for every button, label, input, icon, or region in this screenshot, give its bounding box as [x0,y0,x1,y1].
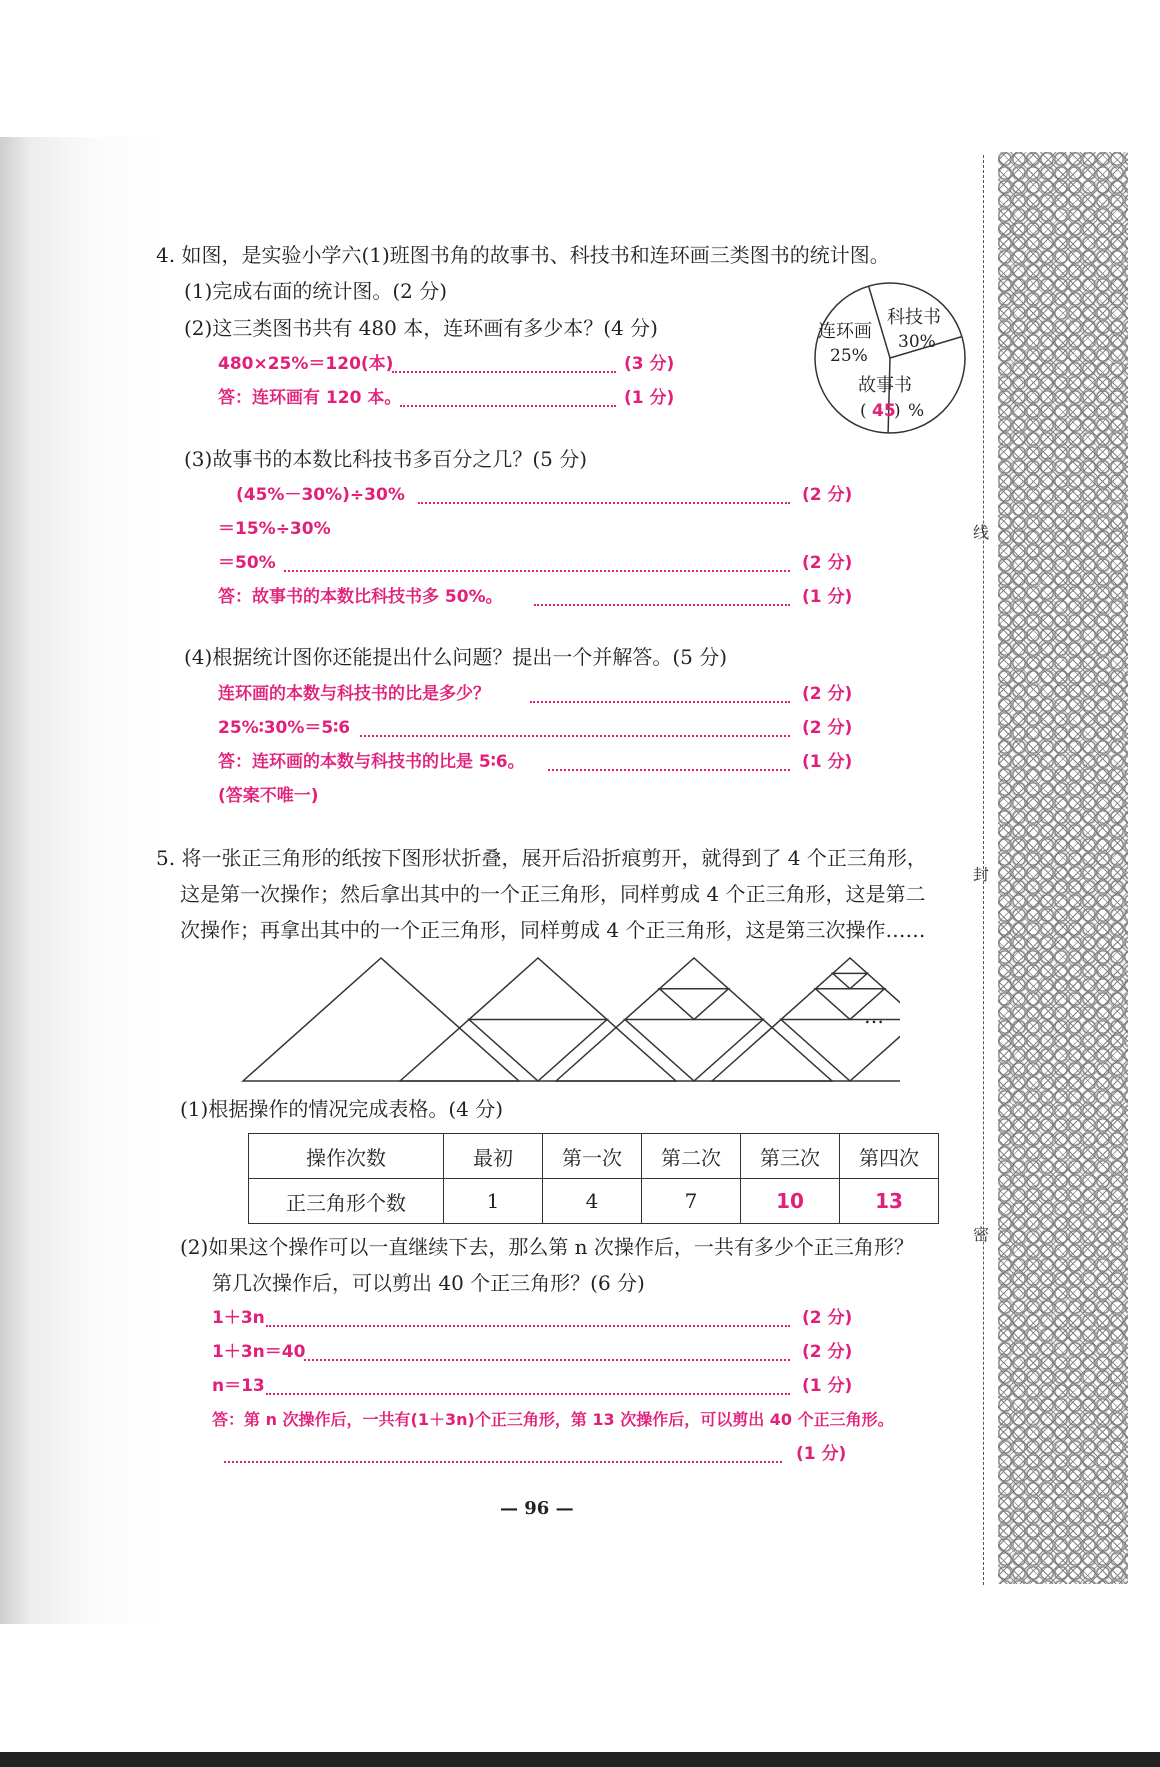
table-cell: 4 [543,1179,642,1224]
operation-table [248,1133,939,1224]
score: (2 分) [802,684,853,704]
score: (2 分) [802,553,853,573]
figures-ellipsis: … [864,1004,884,1028]
q5-text-line1: 5. 将一张正三角形的纸按下图形状折叠，展开后沿折痕剪开，就得到了 4 个正三角形， [156,846,927,870]
q4-p3-answer-4: 答：故事书的本数比科技书多 50%。 [218,587,503,607]
bottom-bar [0,1752,1160,1767]
q4-p4-answer-1: 连环画的本数与科技书的比是多少？ [218,684,490,704]
table-row [249,1179,939,1224]
leader-dots [360,735,790,737]
q4-p3-answer-3: ＝50% [218,553,276,573]
triangle-figures [240,955,900,1085]
table-header-row [249,1134,939,1179]
leader-dots [400,405,616,407]
q4-p3-answer-2: ＝15%÷30% [218,519,331,539]
leader-dots [266,1393,790,1395]
binding-char-xian: 线 [973,523,990,542]
score: (1 分) [802,587,853,607]
table-header: 第三次 [741,1134,840,1179]
q4-p4-note: (答案不唯一) [218,786,319,806]
table-header: 操作次数 [249,1134,444,1179]
q5-answer-1: 1＋3n [212,1308,265,1328]
score: (2 分) [802,718,853,738]
q5-part2-line2: 第几次操作后，可以剪出 40 个正三角形？(6 分) [212,1271,645,1295]
score: (2 分) [802,1308,853,1328]
score: (2 分) [802,1342,853,1362]
q4-p2-answer-1: 480×25%＝120(本) [218,354,394,374]
q5-part1: (1)根据操作的情况完成表格。(4 分) [180,1097,504,1121]
leader-dots [224,1461,782,1463]
leader-dots [266,1325,790,1327]
page-number: — 96 — [500,1498,574,1519]
binding-char-mi: 密 [973,1225,990,1244]
table-header: 第四次 [840,1134,939,1179]
table-cell-answer: 10 [741,1179,840,1224]
decorative-pattern [998,152,1128,1584]
pie-value-lianhuanhua: 25% [830,346,868,366]
score: (2 分) [802,485,853,505]
table-cell: 7 [642,1179,741,1224]
q4-p4-answer-3: 答：连环画的本数与科技书的比是 5∶6。 [218,752,525,772]
q4-part2: (2)这三类图书共有 480 本，连环画有多少本？(4 分) [184,316,658,340]
pie-value-kejishu: 30% [898,332,936,352]
q5-answer-2: 1＋3n＝40 [212,1342,306,1362]
table-header: 第一次 [543,1134,642,1179]
pie-label-gushishu: 故事书 [858,375,912,396]
table-cell-answer: 13 [840,1179,939,1224]
q4-title: 4. 如图，是实验小学六(1)班图书角的故事书、科技书和连环画三类图书的统计图。 [156,243,890,267]
score: (1 分) [624,388,675,408]
pie-answer-gushishu: 45 [872,401,896,421]
leader-dots [534,604,790,606]
leader-dots [392,371,616,373]
table-cell: 1 [444,1179,543,1224]
q5-answer-3: n＝13 [212,1376,265,1396]
table-row-label: 正三角形个数 [249,1179,444,1224]
q4-p3-answer-1: (45%－30%)÷30% [236,485,405,505]
leader-dots [284,570,790,572]
pie-paren-open: ( [860,401,867,421]
q4-part4: (4)根据统计图你还能提出什么问题？提出一个并解答。(5 分) [184,645,728,669]
score: (1 分) [802,752,853,772]
score: (1 分) [796,1444,847,1464]
q5-part2-line1: (2)如果这个操作可以一直继续下去，那么第 n 次操作后，一共有多少个正三角形？ [180,1235,914,1259]
score: (3 分) [624,354,675,374]
leader-dots [304,1359,790,1361]
binding-char-feng: 封 [973,865,990,884]
q4-p2-answer-2: 答：连环画有 120 本。 [218,388,402,408]
table-header: 第二次 [642,1134,741,1179]
leader-dots [530,701,790,703]
pie-value-gushishu: % [908,401,925,421]
pie-chart [810,278,970,438]
q4-part3: (3)故事书的本数比科技书多百分之几？(5 分) [184,447,588,471]
q4-p4-answer-2: 25%∶30%＝5∶6 [218,718,351,738]
leader-dots [548,769,790,771]
pie-label-kejishu: 科技书 [887,307,941,328]
q5-answer-4: 答：第 n 次操作后，一共有(1＋3n)个正三角形，第 13 次操作后，可以剪出 40 个正三角形。 [212,1410,894,1429]
table-header: 最初 [444,1134,543,1179]
leader-dots [418,502,790,504]
score: (1 分) [802,1376,853,1396]
q4-part1: (1)完成右面的统计图。(2 分) [184,279,448,303]
pie-paren-close: ) [894,401,901,421]
q5-text-line3: 次操作；再拿出其中的一个正三角形，同样剪成 4 个正三角形，这是第三次操作…… [180,918,926,942]
q5-text-line2: 这是第一次操作；然后拿出其中的一个正三角形，同样剪成 4 个正三角形，这是第二 [180,882,926,906]
pie-label-lianhuanhua: 连环画 [818,321,872,342]
